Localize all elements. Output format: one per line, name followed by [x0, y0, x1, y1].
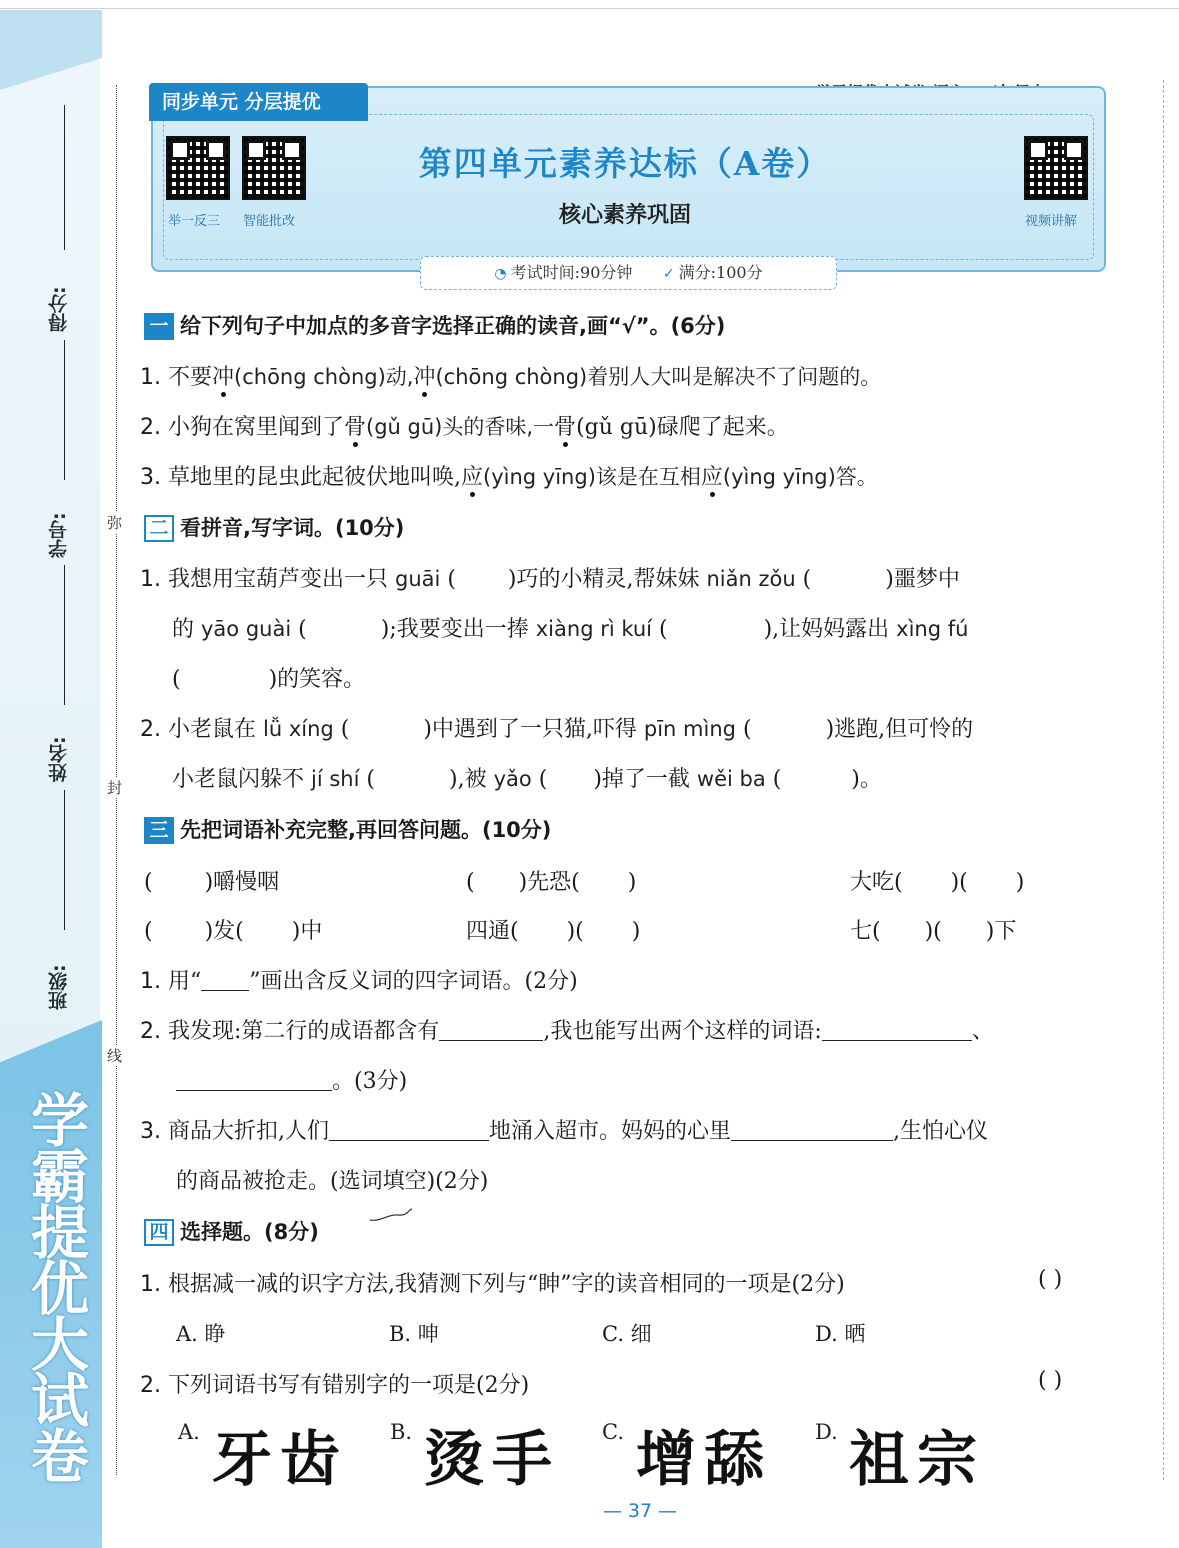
answer-blank[interactable] — [329, 1121, 489, 1141]
section-3-badge: 三 — [144, 817, 174, 844]
section-2-heading — [144, 512, 404, 542]
score-line — [64, 105, 65, 250]
s4-q1-option-b[interactable]: B. 呻 — [389, 1322, 439, 1346]
answer-blank[interactable] — [201, 971, 249, 991]
section-2-badge: 二 — [144, 515, 174, 542]
section-1-title: 给下列句子中加点的多音字选择正确的读音,画“√”。(6分) — [180, 314, 726, 338]
s1-item-2: 2. 小狗在窝里闻到了骨(gǔ gū)头的香味,一骨(gǔ gū)碌爬了起来。 — [140, 415, 789, 440]
s2-item-2-line-2: 小老鼠闪躲不 jí shí ( ),被 yǎo ( )掉了一截 wěi ba ( )。 — [172, 767, 882, 792]
qr-caption-practice: 举一反三 — [168, 214, 221, 229]
header-tag: 同步单元 分层提优 — [149, 83, 368, 121]
s4-q1-option-c[interactable]: C. 细 — [602, 1322, 652, 1346]
s4-q1-option-d[interactable]: D. 晒 — [815, 1322, 866, 1346]
right-dashed-border — [1163, 80, 1164, 1480]
cut-mark-feng: 封 — [107, 779, 123, 797]
s1-item-1: 1. 不要冲(chōng chòng)动,冲(chōng chòng)着别人大叫是解决不了问题的。 — [140, 365, 882, 390]
cut-mark-xian: 线 — [107, 1047, 123, 1065]
dotted-char: 应 — [461, 465, 484, 490]
section-1-badge: 一 — [144, 313, 174, 340]
name-line — [64, 565, 65, 705]
idiom-5: 四通( )( ) — [466, 919, 641, 944]
s4-q1-answer-paren[interactable]: ( ) — [1038, 1267, 1063, 1292]
s4-q2-option-a-letter: A. — [178, 1420, 200, 1444]
section-4-badge: 四 — [144, 1219, 174, 1246]
section-4-heading — [144, 1216, 319, 1246]
s4-q2-option-a-word[interactable]: 牙齿 — [212, 1425, 348, 1495]
s2-item-1-line-1: 1. 我想用宝葫芦变出一只 guāi ( )巧的小精灵,帮妹妹 niǎn zǒu ( )噩梦中 — [140, 567, 960, 592]
clock-icon: ◔ — [494, 266, 507, 282]
answer-blank[interactable] — [731, 1121, 893, 1141]
s4-q2-option-d-word[interactable]: 祖宗 — [849, 1425, 985, 1495]
section-3-title: 先把词语补充完整,再回答问题。(10分) — [180, 818, 552, 842]
id-line — [64, 340, 65, 480]
page-title: 第四单元素养达标（A卷） — [418, 144, 832, 183]
check-circle-icon: ✓ — [662, 266, 675, 282]
name-label: 姓名: — [48, 736, 70, 782]
s4-q2-option-d-letter: D. — [815, 1420, 838, 1444]
section-4-title: 选择题。(8分) — [180, 1220, 319, 1244]
page-subtitle: 核心素养巩固 — [558, 203, 691, 228]
brand-vertical-text: 学霸提优大试卷 — [21, 1090, 89, 1482]
s4-q2-option-b-letter: B. — [390, 1420, 413, 1444]
idiom-2: ( )先恐( ) — [466, 870, 637, 895]
dotted-char: 冲 — [413, 365, 436, 390]
s3-question-3-cont: 的商品被抢走。(选词填空)(2分) — [176, 1169, 489, 1194]
answer-blank[interactable] — [176, 1071, 332, 1091]
s1-item-3: 3. 草地里的昆虫此起彼伏地叫唤,应(yìng yīng)该是在互相应(yìng yīng)答。 — [140, 465, 878, 490]
s4-q1-option-a[interactable]: A. 睁 — [176, 1322, 226, 1346]
qr-caption-video: 视频讲解 — [1025, 214, 1078, 229]
cut-mark-mi: 弥 — [107, 514, 123, 532]
qr-code-practice[interactable] — [166, 136, 230, 200]
score-label: 得分: — [48, 286, 70, 332]
dotted-char: 应 — [700, 465, 723, 490]
s2-item-1-line-2: 的 yāo guài ( );我要变出一捧 xiàng rì kuí ( ),让妈妈露出 xìng fú — [172, 617, 969, 642]
s3-question-3: 3. 商品大折扣,人们 地涌入超市。妈妈的心里 ,生怕心仪 — [140, 1119, 989, 1144]
s2-item-1-line-3: ( )的笑容。 — [172, 667, 366, 692]
full-score: 满分:100分 — [678, 263, 763, 282]
dotted-char: 骨 — [554, 415, 577, 440]
class-label: 班级: — [48, 964, 70, 1010]
s4-question-1: 1. 根据减一减的识字方法,我猜测下列与“眒”字的读音相同的一项是(2分) — [140, 1272, 845, 1297]
idiom-4: ( )发( )中 — [144, 919, 323, 944]
section-1-heading — [144, 310, 725, 340]
s4-q2-answer-paren[interactable]: ( ) — [1038, 1368, 1063, 1393]
s3-question-2-cont: 。(3分) — [176, 1064, 407, 1095]
qr-caption-grading: 智能批改 — [243, 214, 296, 229]
s3-question-1: 1. 用“ ”画出含反义词的四字词语。(2分) — [140, 969, 578, 994]
idiom-3: 大吃( )( ) — [850, 870, 1025, 895]
exam-time: 考试时间:90分钟 — [510, 263, 633, 282]
section-3-heading — [144, 814, 551, 844]
answer-blank[interactable] — [822, 1021, 972, 1041]
qr-code-grading[interactable] — [242, 136, 306, 200]
idiom-1: ( )嚼慢咽 — [144, 870, 280, 895]
pencil-squiggle — [368, 1206, 414, 1226]
top-border-line — [0, 8, 1179, 9]
answer-blank[interactable] — [439, 1021, 543, 1041]
s4-q2-option-c-word[interactable]: 增舔 — [636, 1425, 772, 1495]
page-number: — 37 — — [602, 1500, 678, 1522]
dotted-char: 冲 — [212, 365, 235, 390]
s4-q2-option-b-word[interactable]: 烫手 — [424, 1425, 560, 1495]
s4-q2-option-c-letter: C. — [602, 1420, 624, 1444]
section-2-title: 看拼音,写字词。(10分) — [180, 516, 405, 540]
id-label: 学号: — [48, 512, 70, 558]
exam-info-bar — [420, 256, 837, 290]
s2-item-2-line-1: 2. 小老鼠在 lǚ xíng ( )中遇到了一只猫,吓得 pīn mìng ( )逃跑,但可怜的 — [140, 717, 974, 742]
qr-code-video[interactable] — [1024, 136, 1088, 200]
class-line — [64, 790, 65, 930]
s3-question-2: 2. 我发现:第二行的成语都含有 ,我也能写出两个这样的词语: 、 — [140, 1019, 994, 1044]
idiom-6: 七( )( )下 — [850, 919, 1017, 944]
dotted-char: 骨 — [344, 415, 367, 440]
s4-question-2: 2. 下列词语书写有错别字的一项是(2分) — [140, 1373, 530, 1398]
